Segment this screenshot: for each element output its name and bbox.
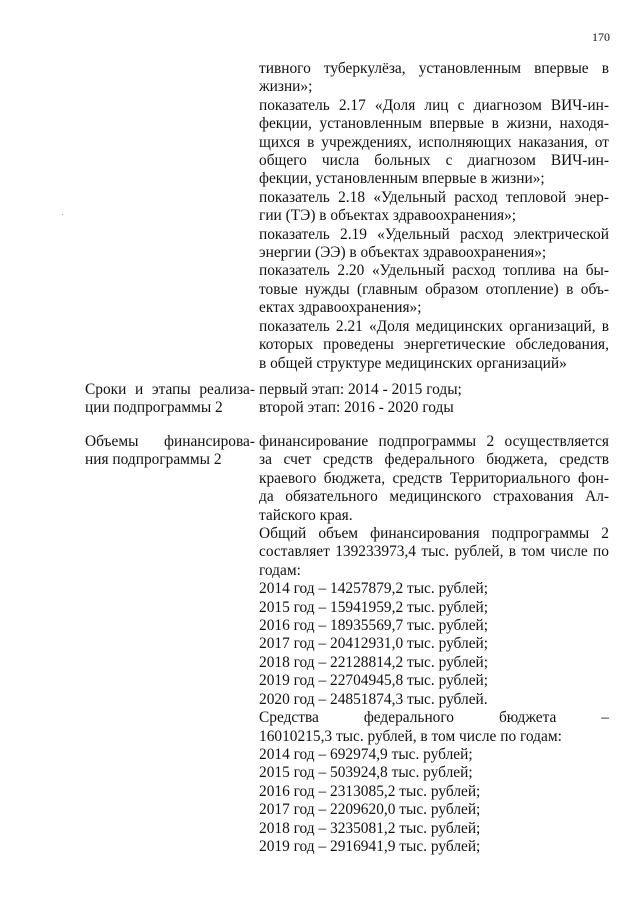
total-year-line: 2019 год – 22704945,8 тыс. рублей; (259, 672, 489, 690)
federal-line: Средства федерального бюджета – (259, 709, 609, 727)
total-year-line: 2020 год – 24851874,3 тыс. рублей. (259, 690, 488, 708)
terms-label-line: ции подпрограммы 2 (85, 399, 223, 417)
total-year-line: 2017 год – 20412931,0 тыс. рублей; (259, 635, 489, 653)
federal-year-line: 2014 год – 692974,9 тыс. рублей; (259, 745, 473, 763)
terms-values (259, 381, 609, 418)
funding-total-line: годам: (259, 561, 301, 579)
funding-intro-line: финансирование подпрограммы 2 осуществляется (259, 433, 609, 450)
total-year-line: 2014 год – 14257879,2 тыс. рублей; (259, 580, 489, 598)
funding-label (85, 433, 255, 470)
funding-label-line: ния подпрограммы 2 (85, 451, 222, 469)
indicator-line: энергии (ЭЭ) в объектах здравоохранения»; (259, 244, 547, 262)
page-number: 170 (592, 30, 610, 44)
funding-intro-line: да обязательного медицинского страхования Ал- (259, 488, 609, 506)
terms-value-line: первый этап: 2014 - 2015 годы; (259, 381, 462, 398)
indicator-line: фекции, установленным впервые в жизни»; (259, 170, 545, 188)
federal-year-line: 2017 год – 2209620,0 тыс. рублей; (259, 801, 481, 819)
indicator-line: показатель 2.19 «Удельный расход электрической (259, 225, 609, 243)
total-year-line: 2015 год – 15941959,2 тыс. рублей; (259, 598, 489, 616)
margin-mark (62, 214, 63, 215)
indicator-line: ектах здравоохранения»; (259, 299, 422, 317)
indicator-line: товые нужды (главным образом отопление) в объ- (259, 280, 609, 298)
indicator-line: показатель 2.18 «Удельный расход тепловой энер- (259, 188, 609, 206)
indicator-line: показатель 2.20 «Удельный расход топлива на бы- (259, 262, 609, 280)
indicator-line: тивного туберкулёза, установленным впервые в (259, 60, 609, 77)
indicator-line: гии (ТЭ) в объектах здравоохранения»; (259, 207, 517, 225)
indicator-line: щихся в учреждениях, исполняющих наказания, от (259, 133, 609, 151)
funding-details (259, 433, 609, 856)
indicator-line: которых проведены энергетические обследования, (259, 336, 609, 354)
federal-year-line: 2015 год – 503924,8 тыс. рублей; (259, 764, 473, 782)
funding-total-line: составляет 139233973,4 тыс. рублей, в том числе по (259, 543, 609, 561)
indicator-line: в общей структуре медицинских организаций» (259, 354, 567, 372)
funding-intro-line: краевого бюджета, средств Территориального фон- (259, 469, 609, 487)
funding-label-line: Объемы финансирова- (85, 433, 255, 450)
funding-intro-line: тайского края. (259, 506, 353, 524)
federal-line: 16010215,3 тыс. рублей, в том числе по годам: (259, 727, 562, 745)
indicator-line: показатель 2.21 «Доля медицинских организаций, в (259, 317, 609, 335)
indicator-line: жизни»; (259, 78, 313, 96)
indicators-list (259, 60, 609, 373)
terms-value-line: второй этап: 2016 - 2020 годы (259, 399, 454, 417)
federal-year-line: 2018 год – 3235081,2 тыс. рублей; (259, 819, 481, 837)
terms-label-line: Сроки и этапы реализа- (85, 381, 255, 398)
federal-year-line: 2019 год – 2916941,9 тыс. рублей; (259, 837, 481, 855)
funding-total-line: Общий объем финансирования подпрограммы 2 (259, 525, 609, 543)
total-year-line: 2016 год – 18935569,7 тыс. рублей; (259, 617, 489, 635)
terms-label (85, 381, 255, 418)
funding-intro-line: за счет средств федерального бюджета, средств (259, 451, 609, 469)
indicator-line: общего числа больных с диагнозом ВИЧ-ин- (259, 152, 609, 170)
indicator-line: фекции, установленным впервые в жизни, находя- (259, 115, 609, 133)
federal-year-line: 2016 год – 2313085,2 тыс. рублей; (259, 782, 481, 800)
total-year-line: 2018 год – 22128814,2 тыс. рублей; (259, 653, 489, 671)
indicator-line: показатель 2.17 «Доля лиц с диагнозом ВИЧ-ин- (259, 96, 609, 114)
